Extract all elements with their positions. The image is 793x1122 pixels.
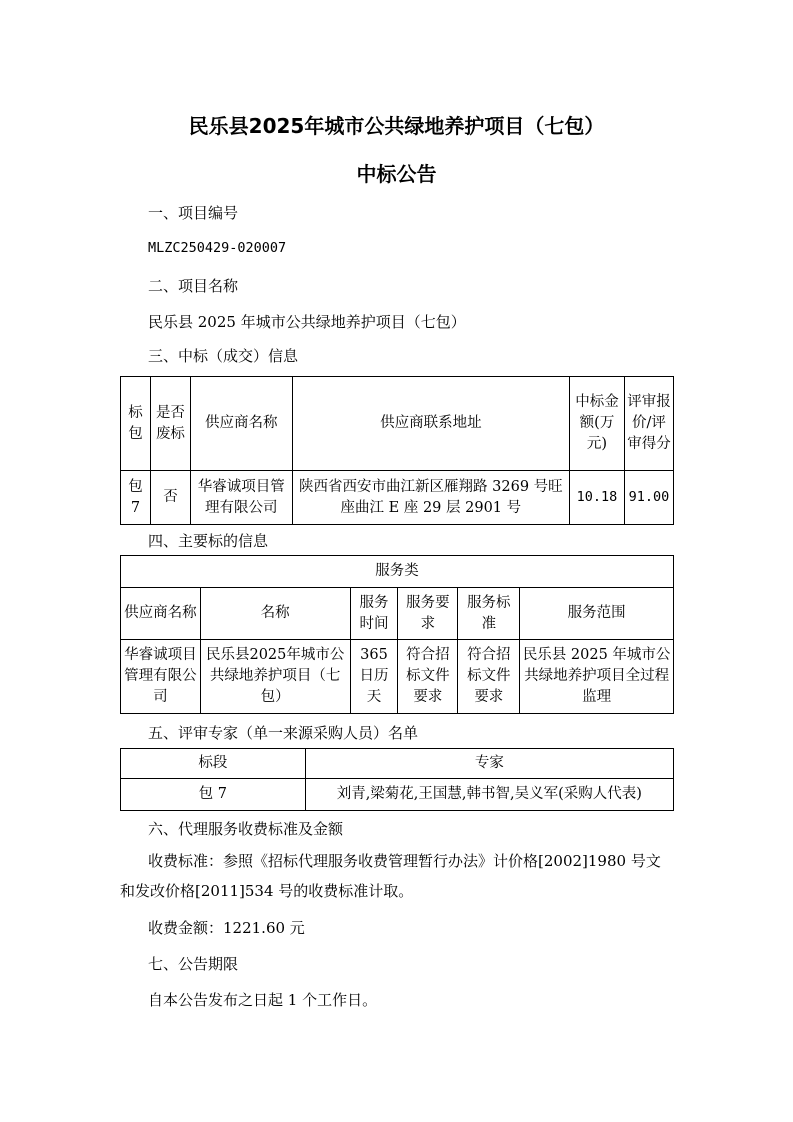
document-subtitle: 中标公告 xyxy=(356,162,437,186)
table-cell: 华睿诚项目管理有限公司 xyxy=(121,640,201,714)
table-header-cell: 是否废标 xyxy=(150,377,190,471)
table-cell: 陕西省西安市曲江新区雁翔路 3269 号旺座曲江 E 座 29 层 2901 号 xyxy=(292,471,569,525)
table-header-cell: 评审报价/评审得分 xyxy=(624,377,673,471)
table-header-cell: 供应商联系地址 xyxy=(292,377,569,471)
table-header-cell: 服务时间 xyxy=(350,588,398,640)
table-cell: 刘青,梁菊花,王国慧,韩书智,吴义军(采购人代表) xyxy=(305,779,673,811)
table-cell: 包 7 xyxy=(121,471,151,525)
section-heading-project-number: 一、项目编号 xyxy=(148,204,239,222)
project-number: MLZC250429-020007 xyxy=(148,240,287,256)
award-info-table xyxy=(120,376,674,525)
table-cell: 符合招标文件要求 xyxy=(458,640,520,714)
table-row xyxy=(121,640,674,714)
announcement-period: 自本公告发布之日起 1 个工作日。 xyxy=(148,991,378,1009)
table-header-row xyxy=(121,588,674,640)
project-name: 民乐县 2025 年城市公共绿地养护项目（七包） xyxy=(148,313,466,331)
table-cell: 民乐县 2025 年城市公共绿地养护项目全过程监理 xyxy=(520,640,674,714)
table-cell: 华睿诚项目管理有限公司 xyxy=(190,471,292,525)
table-header-cell: 专家 xyxy=(305,749,673,779)
table-header-cell: 供应商名称 xyxy=(121,588,201,640)
table-cell: 365 日历天 xyxy=(350,640,398,714)
fee-amount: 收费金额：1221.60 元 xyxy=(148,919,305,937)
fee-standard-line1: 收费标准：参照《招标代理服务收费管理暂行办法》计价格[2002]1980 号文 xyxy=(148,852,661,870)
section-heading-period: 七、公告期限 xyxy=(148,955,239,973)
table-cell: 包 7 xyxy=(121,779,306,811)
table-header-row xyxy=(121,749,674,779)
section-heading-award-info: 三、中标（成交）信息 xyxy=(148,347,299,365)
table-cell: 否 xyxy=(150,471,190,525)
table-cell: 民乐县2025年城市公共绿地养护项目（七包） xyxy=(200,640,350,714)
section-heading-fees: 六、代理服务收费标准及金额 xyxy=(148,820,344,838)
table-header-cell: 标段 xyxy=(121,749,306,779)
experts-table xyxy=(120,748,674,811)
section-heading-project-name: 二、项目名称 xyxy=(148,277,239,295)
table-header-cell: 服务范围 xyxy=(520,588,674,640)
table-cell: 91.00 xyxy=(624,471,673,525)
table-cell: 符合招标文件要求 xyxy=(398,640,458,714)
table-header-cell: 标包 xyxy=(121,377,151,471)
table-cell: 10.18 xyxy=(570,471,625,525)
document-title: 民乐县2025年城市公共绿地养护项目（七包） xyxy=(188,114,605,138)
table-category-row xyxy=(121,556,674,588)
section-heading-experts: 五、评审专家（单一来源采购人员）名单 xyxy=(148,724,419,742)
table-header-cell: 中标金额(万元) xyxy=(570,377,625,471)
subject-info-table xyxy=(120,555,674,714)
table-header-cell: 名称 xyxy=(200,588,350,640)
table-row xyxy=(121,471,674,525)
table-header-cell: 供应商名称 xyxy=(190,377,292,471)
table-row xyxy=(121,779,674,811)
table-header-cell: 服务标准 xyxy=(458,588,520,640)
table-category-cell: 服务类 xyxy=(121,556,674,588)
fee-standard-line2: 和发改价格[2011]534 号的收费标准计取。 xyxy=(120,882,414,900)
table-header-row xyxy=(121,377,674,471)
section-heading-subject-info: 四、主要标的信息 xyxy=(148,532,269,550)
table-header-cell: 服务要求 xyxy=(398,588,458,640)
